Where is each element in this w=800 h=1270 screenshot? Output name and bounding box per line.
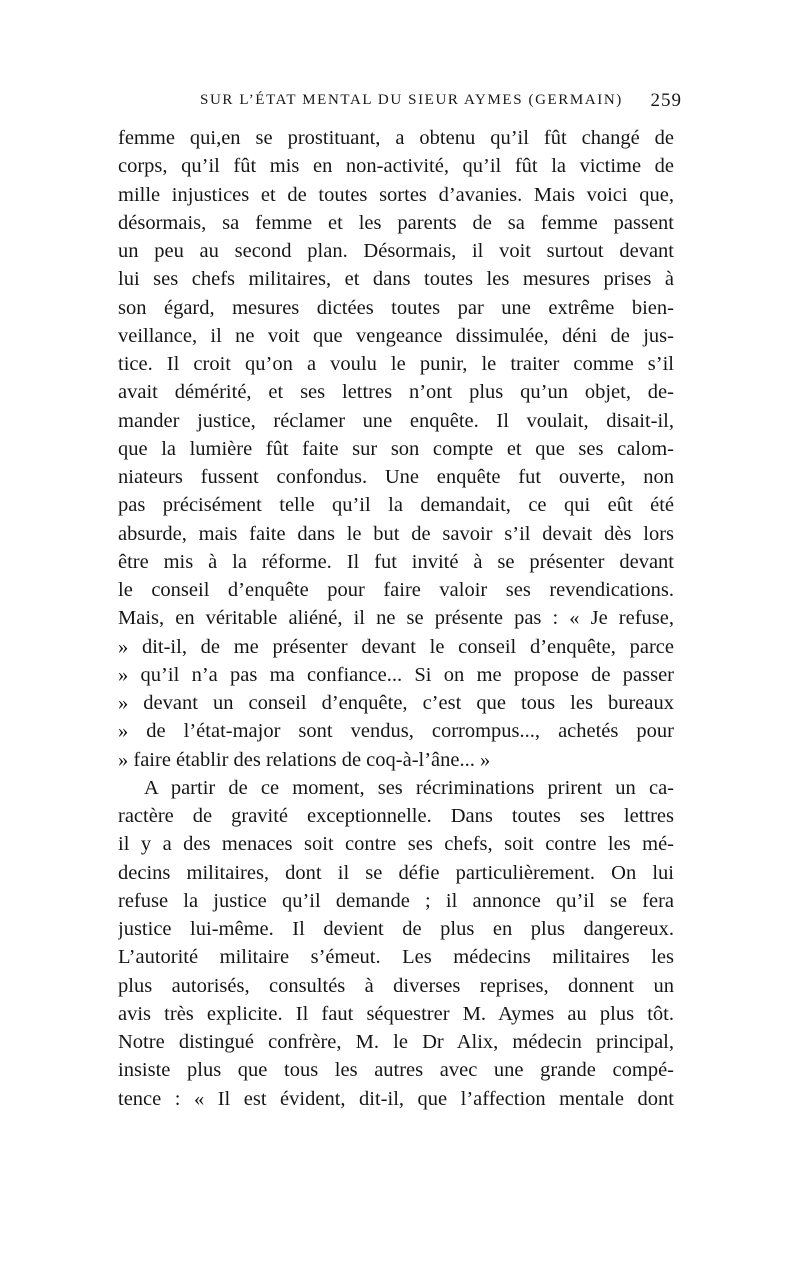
text-line: il y a des menaces soit contre ses chefs, soit contre les mé- [118,833,674,856]
page-number: 259 [650,90,682,111]
text-line: justice lui-même. Il devient de plus en plus dangereux. [118,918,674,940]
text-line: » dit-il, de me présenter devant le conseil d’enquête, parce [118,635,674,658]
text-line: mander justice, réclamer une enquête. Il voulait, disait-il, [118,409,674,432]
text-line: Notre distingué confrère, M. le Dr Alix, médecin principal, [118,1031,674,1053]
text-line: Mais, en véritable aliéné, il ne se présente pas : « Je refuse, [118,607,674,630]
text-line: refuse la justice qu’il demande ; il annonce qu’il se fera [118,889,674,912]
text-line: veillance, il ne voit que vengeance dissimulée, déni de jus- [118,324,674,347]
text-line: L’autorité militaire s’émeut. Les médecins militaires les [118,946,674,969]
text-line: tence : « Il est évident, dit-il, que l’affection mentale dont [118,1087,674,1110]
text-line: » devant un conseil d’enquête, c’est que tous les bureaux [118,692,674,714]
text-line: decins militaires, dont il se défie particulièrement. On lui [118,861,674,884]
text-line: que la lumière fût faite sur son compte et que ses calom- [118,437,674,460]
text-line: le conseil d’enquête pour faire valoir ses revendications. [118,579,674,601]
text-line: désormais, sa femme et les parents de sa femme passent [118,211,674,234]
text-line: lui ses chefs militaires, et dans toutes les mesures prises à [118,268,674,291]
text-line: » qu’il n’a pas ma confiance... Si on me propose de passer [118,663,674,686]
text-line: son égard, mesures dictées toutes par une extrême bien- [118,296,674,319]
text-line: absurde, mais faite dans le but de savoir s’il devait dès lors [118,522,674,545]
text-line: A partir de ce moment, ses récriminations prirent un ca- [144,776,674,799]
running-head [200,92,682,118]
text-line: mille injustices et de toutes sortes d’avanies. Mais voici que, [118,183,674,206]
text-line: pas précisément telle qu’il la demandait, ce qui eût été [118,494,674,517]
text-line: corps, qu’il fût mis en non-activité, qu’il fût la victime de [118,155,674,178]
text-line: ractère de gravité exceptionnelle. Dans toutes ses lettres [118,805,674,827]
text-line: avait démérité, et ses lettres n’ont plus qu’un objet, de- [118,381,674,404]
text-line: insiste plus que tous les autres avec une grande compé- [118,1059,674,1082]
text-line: tice. Il croit qu’on a voulu le punir, le traiter comme s’il [118,353,674,375]
text-line: un peu au second plan. Désormais, il voit surtout devant [118,240,674,262]
text-line: » faire établir des relations de coq-à-l’âne... » [118,748,491,771]
text-line: » de l’état-major sont vendus, corrompus..., achetés pour [118,720,674,743]
text-line: être mis à la réforme. Il fut invité à se présenter devant [118,550,674,573]
text-line: avis très explicite. Il faut séquestrer M. Aymes au plus tôt. [118,1002,674,1025]
running-head-title: SUR L’ÉTAT MENTAL DU SIEUR AYMES (GERMAIN) [200,92,623,108]
text-line: femme qui,en se prostituant, a obtenu qu’il fût changé de [118,127,674,149]
text-line: plus autorisés, consultés à diverses reprises, donnent un [118,974,674,997]
text-line: niateurs fussent confondus. Une enquête fut ouverte, non [118,466,674,488]
body-text [118,124,674,1113]
